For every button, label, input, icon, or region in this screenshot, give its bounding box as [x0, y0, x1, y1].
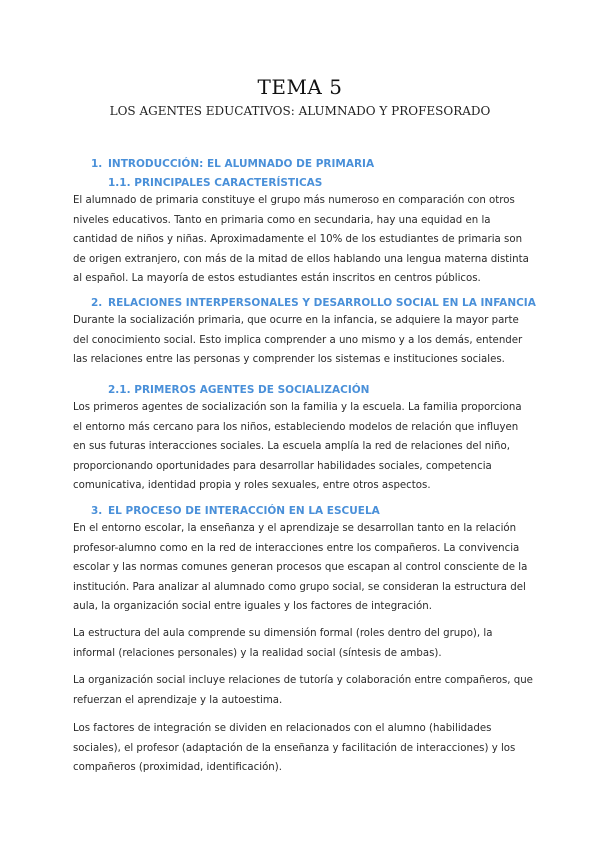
paragraph: La organización social incluye relaciones de tutoría y colaboración entre compañeros, que refuerzan el aprendizaje y la autoestima.	[73, 675, 533, 706]
subsection-heading-2-1: 2.1. PRIMEROS AGENTES DE SOCIALIZACIÓN	[108, 384, 370, 396]
section-number: 2.	[91, 297, 103, 309]
subsection-heading-1-1: 1.1. PRINCIPALES CARACTERÍSTICAS	[108, 177, 323, 189]
paragraph: Los primeros agentes de socialización son la familia y la escuela. La familia proporciona el entorno más cercano para los niños, estableciendo modelos de relación que influyen en sus futuras interacciones sociales. La escuela amplía la red de relaciones del niño, proporcionando oportunidades para desarrollar habilidades sociales, competencia comunicativa, identidad propia y roles sexuales, entre otros aspectos.	[73, 402, 522, 491]
section-title: INTRODUCCIÓN: EL ALUMNADO DE PRIMARIA	[108, 158, 375, 170]
paragraph: La estructura del aula comprende su dimensión formal (roles dentro del grupo), la informal (relaciones personales) y la realidad social (síntesis de ambas).	[73, 628, 493, 659]
page-subtitle: LOS AGENTES EDUCATIVOS: ALUMNADO Y PROFESORADO	[109, 104, 491, 118]
section-title: RELACIONES INTERPERSONALES Y DESARROLLO SOCIAL EN LA INFANCIA	[108, 297, 536, 309]
section-heading-3	[91, 505, 380, 517]
section-heading-1	[91, 158, 374, 170]
paragraph: Durante la socialización primaria, que ocurre en la infancia, se adquiere la mayor parte del conocimiento social. Esto implica comprender a uno mismo y a los demás, entender las relaciones entre las personas y comprender los sistemas e instituciones sociales.	[73, 315, 523, 365]
section-heading-2	[91, 297, 536, 309]
section-title: EL PROCESO DE INTERACCIÓN EN LA ESCUELA	[108, 505, 380, 517]
paragraph: Los factores de integración se dividen en relacionados con el alumno (habilidades sociales), el profesor (adaptación de la enseñanza y facilitación de interacciones) y los compañeros (proximidad, identificación).	[73, 723, 516, 773]
section-number: 3.	[91, 505, 103, 517]
page-title: TEMA 5	[257, 75, 343, 99]
paragraph: En el entorno escolar, la enseñanza y el aprendizaje se desarrollan tanto en la relación profesor-alumno como en la red de interacciones entre los compañeros. La convivencia escolar y las normas comunes generan procesos que escapan al control consciente de la institución. Para analizar al alumnado como grupo social, se consideran la estructura del aula, la organización social entre iguales y los factores de integración.	[73, 523, 528, 612]
paragraph: El alumnado de primaria constituye el grupo más numeroso en comparación con otros niveles educativos. Tanto en primaria como en secundaria, hay una equidad en la cantidad de niños y niñas. Aproximadamente el 10% de los estudiantes de primaria son de origen extranjero, con más de la mitad de ellos hablando una lengua materna distinta al español. La mayoría de estos estudiantes están inscritos en centros públicos.	[73, 195, 529, 284]
section-number: 1.	[91, 158, 103, 170]
